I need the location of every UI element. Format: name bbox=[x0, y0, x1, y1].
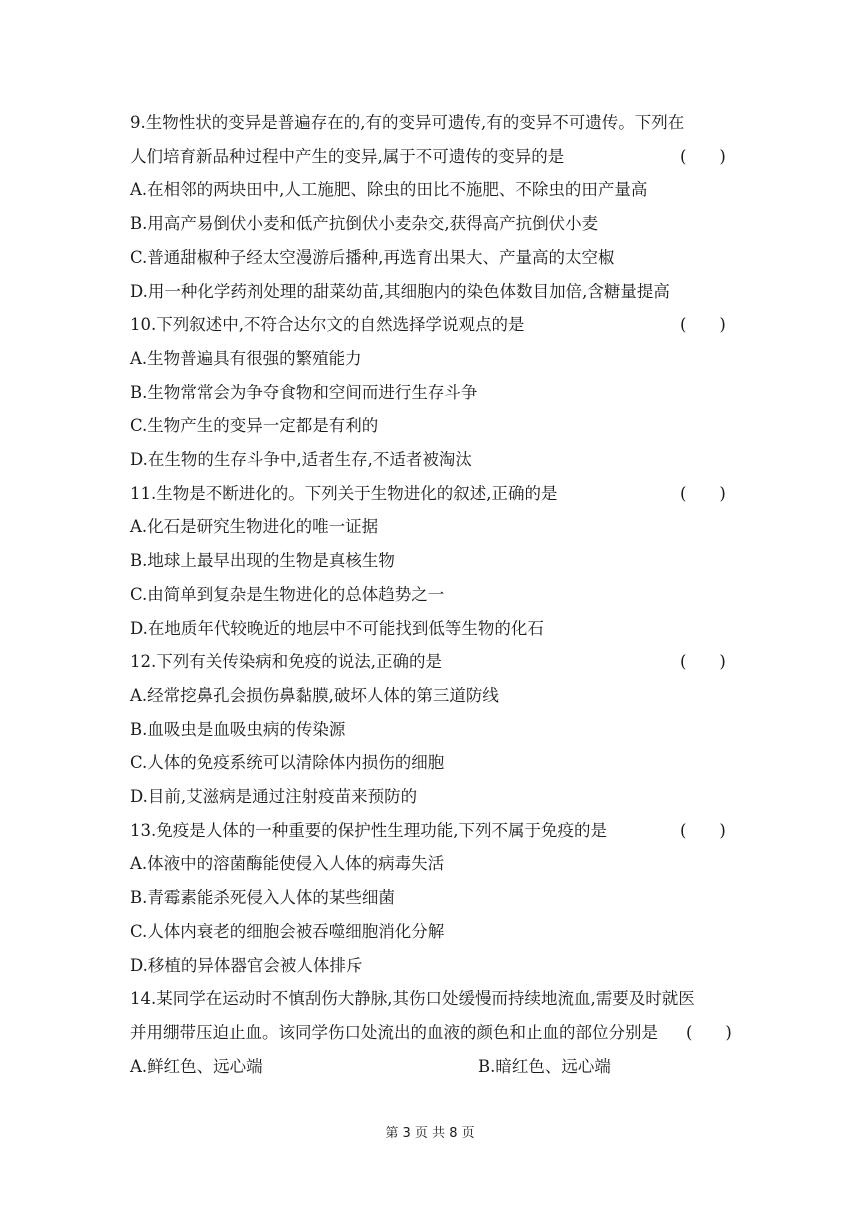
q12-answer-bracket: ( ) bbox=[680, 652, 726, 671]
q9-stem-line1: 9.生物性状的变异是普遍存在的,有的变异可遗传,有的变异不可遗传。下列在 bbox=[130, 113, 685, 132]
q13-option-c: C.人体内衰老的细胞会被吞噬细胞消化分解 bbox=[130, 922, 445, 941]
q11-option-c: C.由简单到复杂是生物进化的总体趋势之一 bbox=[130, 585, 445, 604]
q9-answer-bracket: ( ) bbox=[680, 147, 726, 166]
q9-option-c: C.普通甜椒种子经太空漫游后播种,再选育出果大、产量高的太空椒 bbox=[130, 248, 615, 267]
q13-option-a: A.体液中的溶菌酶能使侵入人体的病毒失活 bbox=[130, 854, 445, 873]
page-number-footer: 第 3 页 共 8 页 bbox=[385, 1126, 475, 1141]
q13-option-b: B.青霉素能杀死侵入人体的某些细菌 bbox=[130, 888, 395, 907]
q10-option-c: C.生物产生的变异一定都是有利的 bbox=[130, 416, 379, 435]
q10-answer-bracket: ( ) bbox=[680, 315, 726, 334]
q10-option-a: A.生物普遍具有很强的繁殖能力 bbox=[130, 349, 362, 368]
q10-stem: 10.下列叙述中,不符合达尔文的自然选择学说观点的是 bbox=[130, 315, 525, 334]
q11-answer-bracket: ( ) bbox=[680, 484, 726, 503]
q13-stem: 13.免疫是人体的一种重要的保护性生理功能,下列不属于免疫的是 bbox=[130, 821, 607, 840]
q9-option-d: D.用一种化学药剂处理的甜菜幼苗,其细胞内的染色体数目加倍,含糖量提高 bbox=[130, 282, 670, 301]
q13-answer-bracket: ( ) bbox=[680, 821, 726, 840]
q12-option-a: A.经常挖鼻孔会损伤鼻黏膜,破坏人体的第三道防线 bbox=[130, 686, 499, 705]
q11-option-d: D.在地质年代较晚近的地层中不可能找到低等生物的化石 bbox=[130, 619, 544, 638]
q9-option-b: B.用高产易倒伏小麦和低产抗倒伏小麦杂交,获得高产抗倒伏小麦 bbox=[130, 214, 599, 233]
q9-stem-line2: 人们培育新品种过程中产生的变异,属于不可遗传的变异的是 bbox=[130, 147, 565, 166]
q14-answer-bracket: ( ) bbox=[686, 1023, 732, 1042]
q12-option-b: B.血吸虫是血吸虫病的传染源 bbox=[130, 720, 346, 739]
q11-option-a: A.化石是研究生物进化的唯一证据 bbox=[130, 517, 379, 536]
q10-option-b: B.生物常常会为争夺食物和空间而进行生存斗争 bbox=[130, 383, 478, 402]
q9-option-a: A.在相邻的两块田中,人工施肥、除虫的田比不施肥、不除虫的田产量高 bbox=[130, 180, 648, 199]
q13-option-d: D.移植的异体器官会被人体排斥 bbox=[130, 956, 363, 975]
q11-stem: 11.生物是不断进化的。下列关于生物进化的叙述,正确的是 bbox=[130, 484, 558, 503]
q14-stem-line2: 并用绷带压迫止血。该同学伤口处流出的血液的颜色和止血的部位分别是 bbox=[130, 1023, 658, 1042]
q12-stem: 12.下列有关传染病和免疫的说法,正确的是 bbox=[130, 652, 442, 671]
q14-stem-line1: 14.某同学在运动时不慎刮伤大静脉,其伤口处缓慢而持续地流血,需要及时就医 bbox=[130, 989, 695, 1008]
q14-option-a: A.鲜红色、远心端 bbox=[130, 1057, 263, 1076]
q12-option-d: D.目前,艾滋病是通过注射疫苗来预防的 bbox=[130, 787, 418, 806]
q14-option-b: B.暗红色、远心端 bbox=[478, 1057, 611, 1076]
q10-option-d: D.在生物的生存斗争中,适者生存,不适者被淘汰 bbox=[130, 450, 472, 469]
q11-option-b: B.地球上最早出现的生物是真核生物 bbox=[130, 551, 395, 570]
q12-option-c: C.人体的免疫系统可以清除体内损伤的细胞 bbox=[130, 753, 445, 772]
